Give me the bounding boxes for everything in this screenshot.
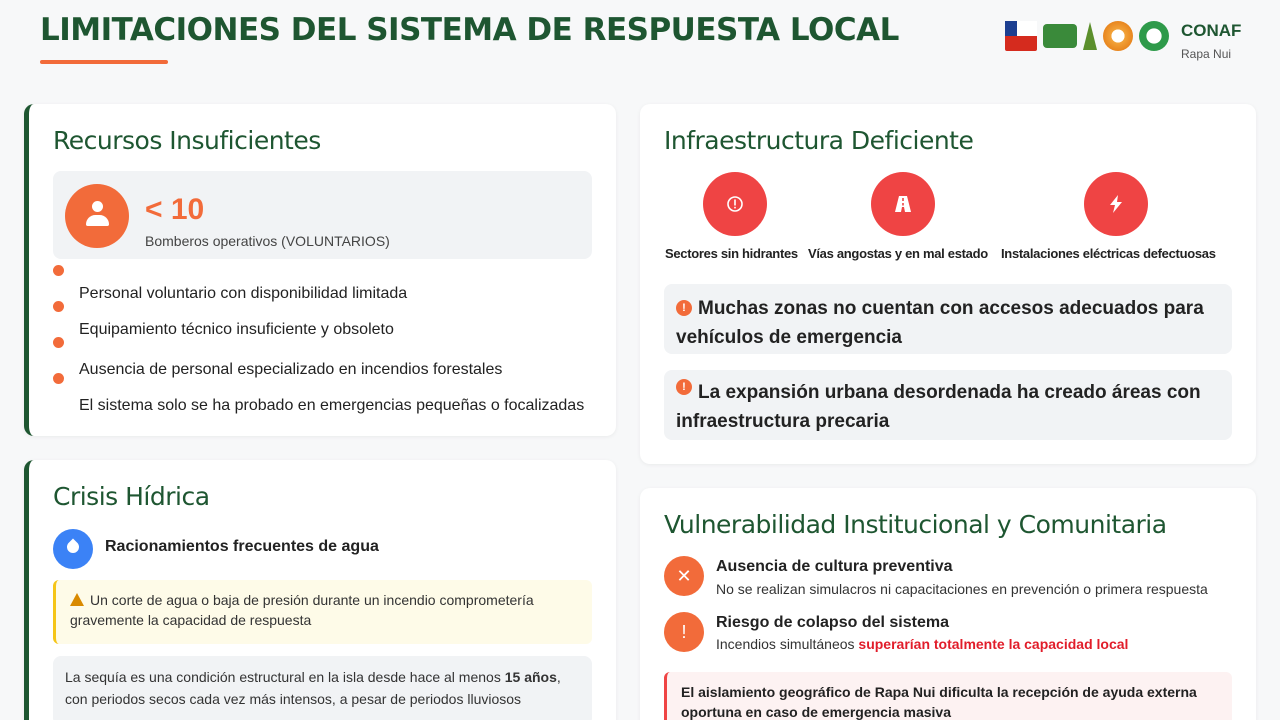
info-highlight: 15 años <box>504 669 557 685</box>
bullet-dot-icon <box>53 265 64 276</box>
alert-circle-icon <box>703 172 767 236</box>
item-title: Ausencia de cultura preventiva <box>716 558 953 575</box>
stat-box <box>53 171 592 259</box>
icon-label: Instalaciones eléctricas defectuosas <box>1001 246 1216 261</box>
card-crisis-hidrica <box>24 460 616 720</box>
danger-note-text: El aislamiento geográfico de Rapa Nui dificulta la recepción de ayuda externa oportuna en caso de emergencia masiva <box>681 684 1197 720</box>
alert-icon: ! <box>676 300 692 316</box>
list-item: Personal voluntario con disponibilidad limitada <box>79 285 408 302</box>
card-vulnerabilidad <box>640 488 1256 720</box>
card-title: Infraestructura Deficiente <box>664 126 974 155</box>
item-description: No se realizan simulacros ni capacitaciones en prevención o primera respuesta <box>716 581 1208 597</box>
lightning-icon <box>1084 172 1148 236</box>
info-text-end: , con periodos secos cada vez más intensos, a pesar de periodos lluviosos <box>65 669 561 707</box>
water-drop-icon <box>53 529 93 569</box>
header <box>0 0 1280 80</box>
card-title: Recursos Insuficientes <box>53 126 321 155</box>
bullet-dot-icon <box>53 337 64 348</box>
stat-label: Bomberos operativos (VOLUNTARIOS) <box>145 233 390 249</box>
bullet-dot-icon <box>53 301 64 312</box>
exclamation-icon: ! <box>664 612 704 652</box>
brand-name: CONAF <box>1181 21 1242 40</box>
alert-text: Muchas zonas no cuentan con accesos adecuados para vehículos de emergencia <box>676 298 1204 348</box>
water-label: Racionamientos frecuentes de agua <box>105 538 379 555</box>
tree-logo-icon <box>1043 24 1077 48</box>
item-title: Riesgo de colapso del sistema <box>716 614 949 631</box>
card-title: Crisis Hídrica <box>53 482 210 511</box>
brand <box>1181 21 1241 61</box>
warning-box <box>53 580 592 644</box>
chile-government-logo-icon <box>1005 21 1037 51</box>
list-item: El sistema solo se ha probado en emergencias pequeñas o focalizadas <box>79 397 585 414</box>
brand-subtitle: Rapa Nui <box>1181 47 1232 61</box>
info-box <box>53 656 592 720</box>
list-item: Equipamiento técnico insuficiente y obsoleto <box>79 321 394 338</box>
alert-icon: ! <box>676 379 692 395</box>
warning-triangle-icon <box>70 593 84 606</box>
stat-value: < 10 <box>145 193 205 226</box>
alert-box <box>664 370 1232 440</box>
danger-note-box <box>664 672 1232 720</box>
bullet-dot-icon <box>53 373 64 384</box>
pine-logo-icon <box>1083 22 1097 50</box>
card-recursos-insuficientes <box>24 104 616 436</box>
green-seal-logo-icon <box>1139 21 1169 51</box>
icon-label: Sectores sin hidrantes <box>665 246 798 261</box>
danger-text: superarían totalmente la capacidad local <box>858 636 1129 652</box>
title-underline <box>40 60 168 64</box>
warning-text: Un corte de agua o baja de presión durante un incendio comprometería gravemente la capacidad de respuesta <box>70 592 534 628</box>
card-title: Vulnerabilidad Institucional y Comunitaria <box>664 510 1167 539</box>
x-icon: ✕ <box>664 556 704 596</box>
info-text: La sequía es una condición estructural en la isla desde hace al menos <box>65 669 505 685</box>
road-icon <box>871 172 935 236</box>
firefighter-icon <box>65 184 129 248</box>
logo-strip <box>1005 20 1169 52</box>
item-description: Incendios simultáneos superarían totalmente la capacidad local <box>716 636 1129 652</box>
list-item: Ausencia de personal especializado en incendios forestales <box>79 361 503 378</box>
icon-label: Vías angostas y en mal estado <box>808 246 988 261</box>
alert-box <box>664 284 1232 354</box>
page-title: LIMITACIONES DEL SISTEMA DE RESPUESTA LOCAL <box>40 12 899 48</box>
card-infraestructura-deficiente <box>640 104 1256 464</box>
alert-text: La expansión urbana desordenada ha creado áreas con infraestructura precaria <box>676 382 1201 432</box>
orange-seal-logo-icon <box>1103 21 1133 51</box>
